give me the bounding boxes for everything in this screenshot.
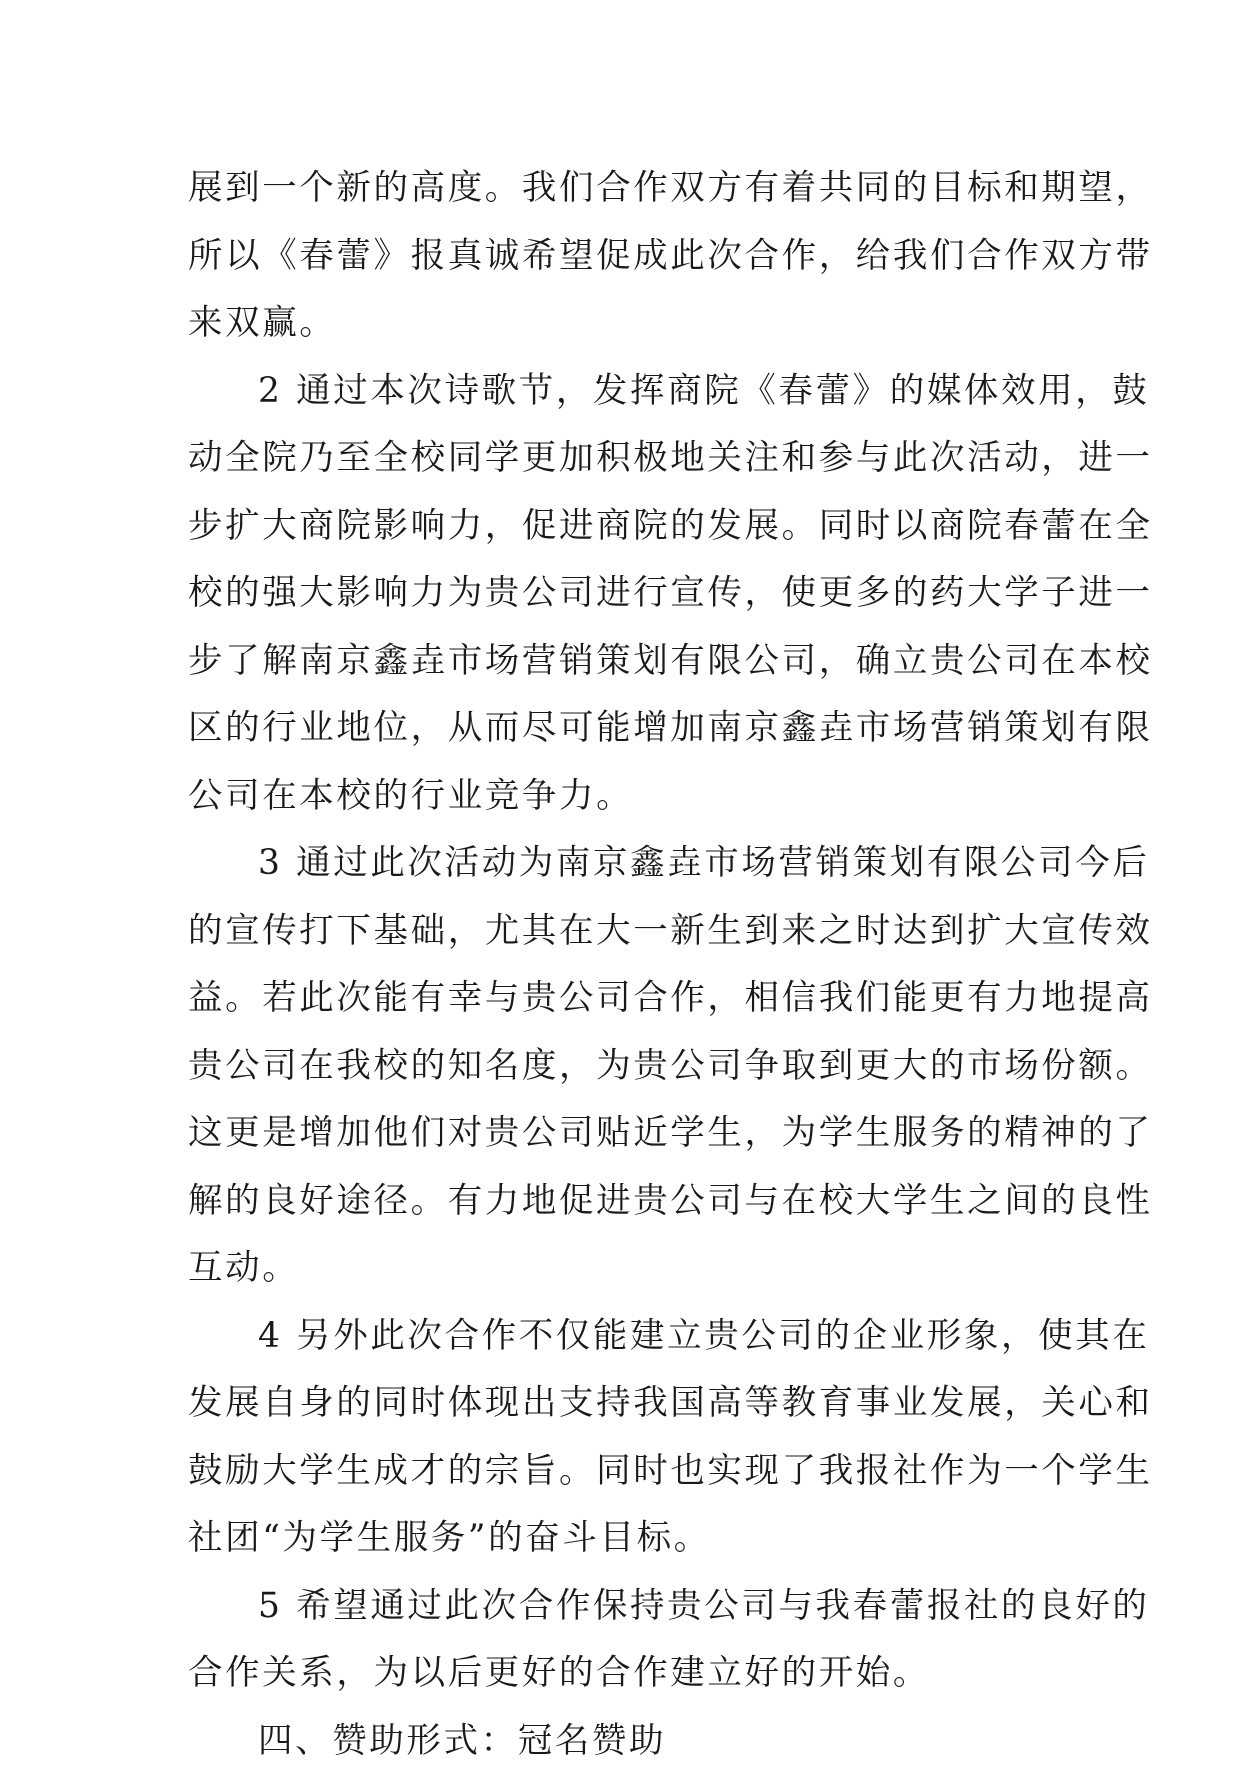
text-line: 校的强大影响力为贵公司进行宣传，使更多的药大学子进一	[188, 560, 1048, 628]
text-line: 区的行业地位，从而尽可能增加南京鑫垚市场营销策划有限	[188, 695, 1048, 763]
text-line: 发展自身的同时体现出支持我国高等教育事业发展，关心和	[188, 1370, 1048, 1438]
text-line: 所以《春蕾》报真诚希望促成此次合作，给我们合作双方带	[188, 223, 1048, 291]
text-line: 动全院乃至全校同学更加积极地关注和参与此次活动，进一	[188, 425, 1048, 493]
text-line: 这更是增加他们对贵公司贴近学生，为学生服务的精神的了	[188, 1100, 1048, 1168]
text-line: 来双赢。	[188, 290, 1048, 358]
text-line: 鼓励大学生成才的宗旨。同时也实现了我报社作为一个学生	[188, 1438, 1048, 1506]
text-line: 展到一个新的高度。我们合作双方有着共同的目标和期望，	[188, 155, 1048, 223]
paragraph-start-line: 2 通过本次诗歌节，发挥商院《春蕾》的媒体效用，鼓	[188, 358, 1048, 426]
text-line: 益。若此次能有幸与贵公司合作，相信我们能更有力地提高	[188, 965, 1048, 1033]
paragraph-start-line: 3 通过此次活动为南京鑫垚市场营销策划有限公司今后	[188, 830, 1048, 898]
text-line: 的宣传打下基础，尤其在大一新生到来之时达到扩大宣传效	[188, 898, 1048, 966]
section-heading: 四、赞助形式：冠名赞助	[188, 1708, 1048, 1775]
paragraph-start-line: 4 另外此次合作不仅能建立贵公司的企业形象，使其在	[188, 1303, 1048, 1371]
body-text	[188, 155, 1048, 1775]
text-line: 步扩大商院影响力，促进商院的发展。同时以商院春蕾在全	[188, 493, 1048, 561]
text-line: 社团“为学生服务”的奋斗目标。	[188, 1505, 1048, 1573]
text-line: 解的良好途径。有力地促进贵公司与在校大学生之间的良性	[188, 1168, 1048, 1236]
text-line: 公司在本校的行业竞争力。	[188, 763, 1048, 831]
text-line: 步了解南京鑫垚市场营销策划有限公司，确立贵公司在本校	[188, 628, 1048, 696]
text-line: 贵公司在我校的知名度，为贵公司争取到更大的市场份额。	[188, 1033, 1048, 1101]
paragraph-start-line: 5 希望通过此次合作保持贵公司与我春蕾报社的良好的	[188, 1573, 1048, 1641]
text-line: 合作关系，为以后更好的合作建立好的开始。	[188, 1640, 1048, 1708]
text-line: 互动。	[188, 1235, 1048, 1303]
